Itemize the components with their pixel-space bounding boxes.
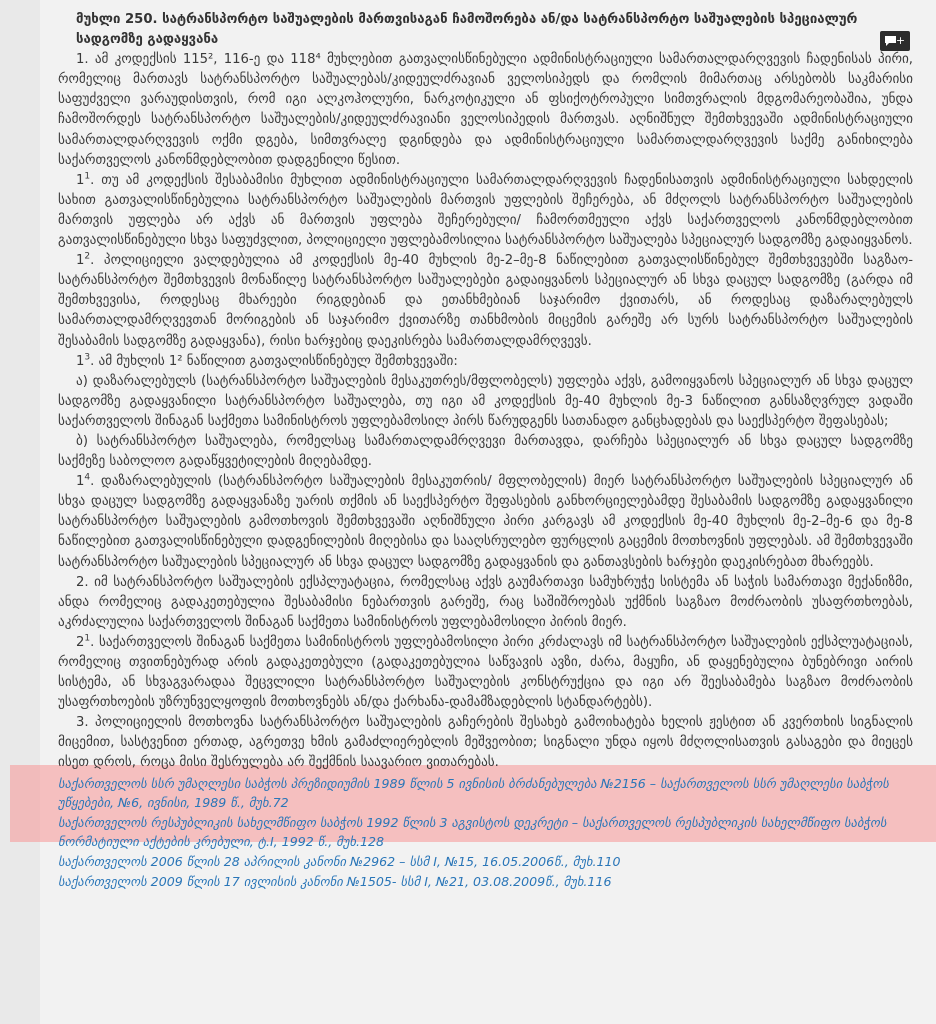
paragraph-text: . პოლიციელი ვალდებულია ამ კოდექსის მე-40 მუხლის მე-2–მე-8 ნაწილებით გათვალისწინებულ შემთხვევებში საგზაო-სატრანსპორტო შემთხვევის მონაწილე სატრანსპორტო საშუალებები გადაიყვანოს სპეციალურ ან სხვა დაცულ სადგომზე (გარდა იმ შემთხვევისა, როდესაც მხარეები რიგდებიან და ეთანხმებიან საჯარიმო ქვითარს, ან როდესაც დაზარალებულს სამართალდამრღვევთან მორიგების ან საჯარიმო ქვითარზე თანხმობის მიცემის გარეშე არ სურს სატრანსპორტო საშუალების შესაბამის სადგომზე გადაყვანა), რისი ხარჯებიც დაეკისრება სამართალდამრღვევს.: [58, 253, 913, 349]
paragraph-text: იმ სატრანსპორტო საშუალების ექსპლუატაცია, რომელსაც აქვს გაუმართავი სამუხრუჭე სისტემა ან საჭის სამართავი მექანიზმი, ანდა რომელიც გადაკეთებულია შესაბამისი ნებართვის გარეშე, რაც საშიშროებას უქმნის საგზაო მოძრაობის უსაფრთხოებას, აკრძალულია საქართველოს შინაგან საქმეთა სამინისტროს უფლებამოსილი პირის მიერ.: [58, 574, 913, 630]
amendment-notes: [58, 774, 913, 892]
paragraph-text: ბ) სატრანსპორტო საშუალება, რომელსაც სამართალდამრღვევი მართავდა, დარჩება სპეციალურ ან სხვა დაცულ სადგომზე საქმეზე საბოლოო გადაწყვეტილების მიღებამდე.: [58, 433, 913, 470]
paragraph: [58, 472, 913, 572]
paragraph-number: 1: [76, 172, 85, 188]
paragraph: [58, 633, 913, 713]
paragraph-text: . ამ მუხლის 1² ნაწილით გათვალისწინებულ შემთხვევაში:: [90, 353, 458, 369]
paragraph: [58, 171, 913, 251]
paragraph-superscript: 4: [84, 472, 91, 483]
paragraph-text: პოლიციელის მოთხოვნა სატრანსპორტო საშუალების გაჩერების შესახებ გამოიხატება ხელის ჟესტით ან კვერთხის სიგნალის მიცემით, სასტვენით ერთად, აგრეთვე ხმის გამაძლიერებლის მეშვეობით; სიგნალი უნდა იყოს მძღოლისათვის გასაგები და მიეცეს ისეთ დროს, როცა მისი შესრულება არ შექმნის საავარიო ვითარებას.: [58, 715, 913, 771]
paragraph: [58, 352, 913, 372]
paragraph-text: ა) დაზარალებულს (სატრანსპორტო საშუალების მესაკუთრეს/მფლობელს) უფლება აქვს, გამოიყვანოს სპეციალურ ან სხვა დაცულ სადგომზე გადაყვანილი სატრანსპორტო საშუალება, თუ იგი ამ კოდექსის მე-40 მუხლის მე-3 ნაწილით განსაზღვრულ ვადაში საქართველოს შინაგან საქმეთა სამინისტროს უფლებამოსილ პირს წარუდგენს სათანადო განცხადებას და საექსპერტო შეფასებას;: [58, 373, 913, 429]
amendment-note-link[interactable]: საქართველოს რესპუბლიკის სახელმწიფო საბჭოს 1992 წლის 3 აგვისტოს დეკრეტი – საქართველოს რესპუბლიკის სახელმწიფო საბჭოს ნორმატიული აქტების კრებული, ტ.I, 1992 წ., მუხ.128: [58, 814, 887, 850]
paragraph-number: 1: [76, 253, 85, 269]
paragraph: [58, 432, 913, 472]
paragraph: [58, 372, 913, 432]
paragraph: [58, 50, 913, 171]
paragraph-number: 3.: [76, 715, 89, 731]
paragraph-superscript: 1: [84, 171, 91, 182]
paragraph-number: 2: [76, 634, 85, 650]
paragraph-number: 1: [76, 474, 85, 490]
amendment-note-link[interactable]: საქართველოს 2006 წლის 28 აპრილის კანონი №2962 – სსმ I, №15, 16.05.2006წ., მუხ.110: [58, 853, 621, 869]
paragraph-superscript: 2: [84, 251, 91, 262]
paragraph-text: . თუ ამ კოდექსის შესაბამისი მუხლით ადმინისტრაციული სამართალდარღვევის ჩადენისათვის ადმინისტრაციული სახდელის სახით გათვალისწინებულია სატრანსპორტო საშუალების მართვის უფლების შეჩერება, ან მძღოლს სატრანსპორტო საშუალების მართვის უფლება არ აქვს ან მართვის უფლება შეჩერებული/ ჩამორთმეული აქვს საქართველოს კანონმდებლობით გათვალისწინებული სხვა საფუძვლით, პოლიციელი უფლებამოსილია სატრანსპორტო საშუალება სპეციალურ სადგომზე გადაიყვანოს.: [58, 172, 913, 249]
paragraph-superscript: 1: [84, 633, 91, 644]
amendment-note-link[interactable]: საქართველოს სსრ უმაღლესი საბჭოს პრეზიდიუმის 1989 წლის 5 ივნისის ბრძანებულება №2156 – საქართველოს სსრ უმაღლესი საბჭოს უწყებები, №6, ივნისი, 1989 წ., მუხ.72: [58, 775, 889, 811]
paragraph-text: . საქართველოს შინაგან საქმეთა სამინისტროს უფლებამოსილი პირი კრძალავს იმ სატრანსპორტო საშუალების ექსპლუატაციას, რომელიც თვითნებურად არის გადაკეთებული (გადაკეთებულია საწვავის ავზი, ძარა, მაყუჩი, ან დაყენებულია ბუნებრივი აირის სისტემა, ან სხვაგვარადაა შეცვლილი სატრანსპორტო საშუალების კონსტრუქცია და იგი არ შეესაბამება საგზაო მოძრაობის უსაფრთხოების უზრუნველყოფის მოთხოვნებს ან/და ქარხანა-დამამზადებლის სტანდარტებს).: [58, 634, 913, 711]
paragraph: [58, 573, 913, 633]
paragraph: [58, 713, 913, 773]
paragraph-list: [58, 50, 913, 773]
paragraph-text: ამ კოდექსის 115², 116-ე და 118⁴ მუხლებით გათვალისწინებული ადმინისტრაციული სამართალდარღვევის ჩადენისას პირი, რომელიც მართავს სატრანსპორტო საშუალებას/კიდეულძრავიან ველოსიპედს და რომლის მიმართაც არსებობს საკმარისი საფუძველი ვარაუდისთვის, რომ იგი ალკოჰოლური, ნარკოტიკული ან ფსიქოტროპული სიმთვრალის მდგომარეობაშია, უნდა ჩამოშორდეს სატრანსპორტო საშუალების/კიდეულძრავიანი ველოსიპედის მართვას. აღნიშნულ შემთხვევაში ადმინისტრაციული სამართალდარღვევის ოქმი დგება, სიმთვრალე დგინდება და ადმინისტრაციული სამართალდარღვევის საქმე განიხილება საქართველოს კანონმდებლობით დადგენილი წესით.: [58, 52, 913, 168]
amendment-note-link[interactable]: საქართველოს 2009 წლის 17 ივლისის კანონი №1505- სსმ I, №21, 03.08.2009წ., მუხ.116: [58, 873, 612, 889]
paragraph-number: 1: [76, 353, 85, 369]
paragraph-number: 2.: [76, 574, 89, 590]
article-body: [58, 10, 913, 891]
add-comment-button[interactable]: +: [880, 31, 910, 51]
paragraph-number: 1.: [76, 52, 89, 68]
article-title: მუხლი 250. სატრანსპორტო საშუალების მართვისაგან ჩამოშორება ან/და სატრანსპორტო საშუალების სპეციალურ სადგომზე გადაყვანა: [76, 12, 858, 48]
paragraph-superscript: 3: [84, 352, 91, 363]
paragraph-text: . დაზარალებულის (სატრანსპორტო საშუალების მესაკუთრის/ მფლობელის) მიერ სატრანსპორტო საშუალების სპეციალურ ან სხვა დაცულ სადგომზე გადაყვანაზე უარის თქმის ან საექსპერტო შეფასების განხორციელებამდე შესაბამის სადგომზე გადაყვანილი სატრანსპორტო საშუალების გამოთხოვის შემთხვევაში აღნიშნული პირი კარგავს ამ კოდექსის მე-40 მუხლის მე-2–მე-6 და მე-8 ნაწილებით გათვალისწინებული დადგენილების მიღებისა და სააღსრულებო ფურცლის გაცემის მოთხოვნის უფლებას. ამ შემთხვევაში სატრანსპორტო საშუალების სპეციალურ ან სხვა დაცულ სადგომზე გადაყვანის და განთავსების ხარჯები დაეკისრებათ მხარეებს.: [58, 474, 913, 570]
paragraph: [58, 251, 913, 351]
